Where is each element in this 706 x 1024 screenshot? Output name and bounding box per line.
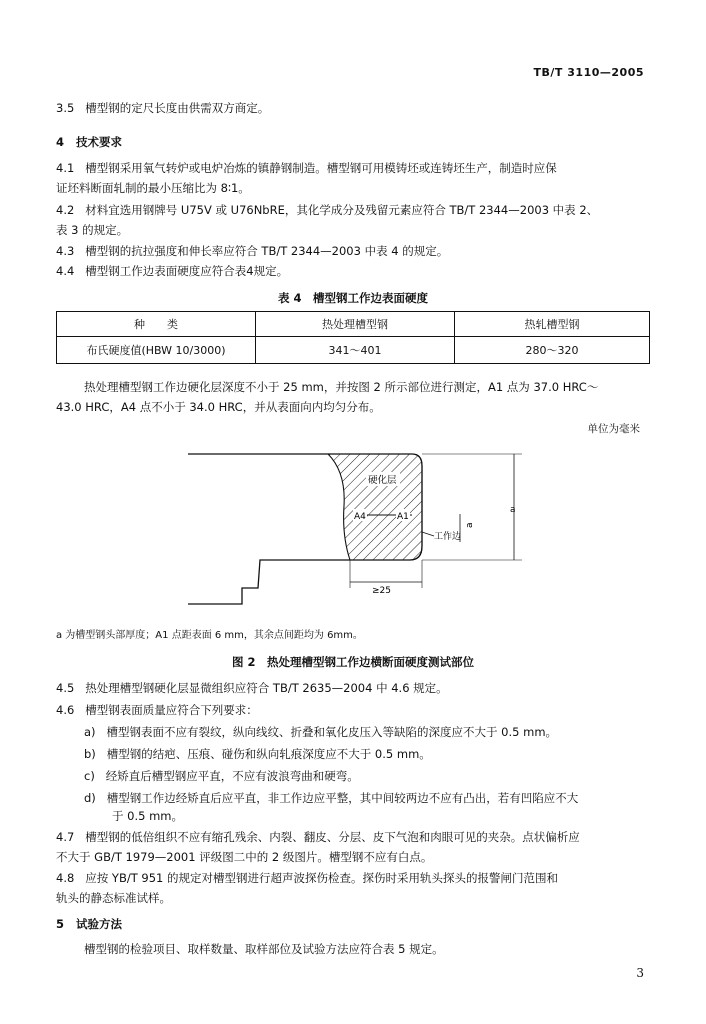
dim-a-label: a xyxy=(465,522,475,528)
table-4-caption: 表 4 槽型钢工作边表面硬度 xyxy=(277,291,428,305)
section-title: 试验方法 xyxy=(76,917,123,931)
section-5-heading xyxy=(56,916,122,932)
list-marker: d) xyxy=(84,791,96,805)
list-marker: a) xyxy=(84,725,96,739)
leader-line xyxy=(422,532,434,536)
dim-a-vertical-label: a xyxy=(510,505,516,515)
table-4 xyxy=(56,311,650,364)
list-item xyxy=(84,768,359,784)
section-4-heading xyxy=(56,134,122,150)
clause-number: 4.6 xyxy=(56,703,75,717)
clause-text: 槽型钢的低倍组织不应有缩孔残余、内裂、翻皮、分层、皮下气泡和肉眼可见的夹杂。点状偏析应 xyxy=(85,830,580,844)
standard-number: TB/T 3110—2005 xyxy=(533,66,644,79)
clause-number: 4.4 xyxy=(56,264,75,278)
clause-text: 槽型钢工作边表面硬度应符合表4规定。 xyxy=(85,264,289,278)
clause-4-5 xyxy=(56,680,448,696)
clause-number: 4.5 xyxy=(56,681,75,695)
list-text: 槽型钢的结疤、压痕、碰伤和纵向轧痕深度应不大于 0.5 mm。 xyxy=(106,747,431,761)
clause-text: 槽型钢的定尺长度由供需双方商定。 xyxy=(85,101,270,115)
clause-number: 4.7 xyxy=(56,830,75,844)
clause-4-8-cont: 轨头的静态标准试样。 xyxy=(56,891,171,905)
table-header-cell: 热处理槽型钢 xyxy=(256,312,455,337)
clause-4-1 xyxy=(56,160,557,176)
section-number: 4 xyxy=(56,135,65,149)
page-number: 3 xyxy=(636,966,644,980)
clause-text: 应按 YB/T 951 的规定对槽型钢进行超声波探伤检查。探伤时采用轨头探头的报警闸门范围和 xyxy=(85,871,558,885)
clause-number: 3.5 xyxy=(56,101,75,115)
point-a4-label: A4 xyxy=(354,512,366,522)
figure-2-footnote: a 为槽型钢头部厚度；A1 点距表面 6 mm，其余点间距均为 6mm。 xyxy=(56,630,363,641)
clause-4-2 xyxy=(56,202,598,218)
hardening-paragraph-line1: 热处理槽型钢工作边硬化层深度不小于 25 mm，并按图 2 所示部位进行测定，A1 点为 37.0 HRC～ xyxy=(84,380,599,394)
work-edge-label: 工作边 xyxy=(434,532,462,542)
clause-number: 4.3 xyxy=(56,244,75,258)
table-row xyxy=(57,337,650,364)
clause-text: 槽型钢表面质量应符合下列要求： xyxy=(85,703,258,717)
figure-2-caption: 图 2 热处理槽型钢工作边横断面硬度测试部位 xyxy=(231,655,474,669)
list-item xyxy=(84,790,578,806)
clause-4-4 xyxy=(56,263,288,279)
list-text: 槽型钢工作边经矫直后应平直，非工作边应平整，其中间较两边不应有凸出，若有凹陷应不大 xyxy=(106,791,579,805)
clause-4-7-cont: 不大于 GB/T 1979—2001 评级图二中的 2 级图片。槽型钢不应有白点。 xyxy=(56,850,433,864)
clause-4-1-cont: 证坯料断面轧制的最小压缩比为 8∶1。 xyxy=(56,181,250,195)
list-marker: c) xyxy=(84,769,95,783)
list-text: 经矫直后槽型钢应平直，不应有波浪弯曲和硬弯。 xyxy=(105,769,359,783)
clause-text: 材料宜选用钢牌号 U75V 或 U76NbRE，其化学成分及残留元素应符合 TB/T 2344—2003 中表 2、 xyxy=(85,203,599,217)
clause-4-6 xyxy=(56,702,258,718)
figure-2-drawing xyxy=(150,436,550,632)
clause-number: 4.1 xyxy=(56,161,75,175)
list-item xyxy=(84,746,431,762)
table-header-row xyxy=(57,312,650,337)
table-cell: 341～401 xyxy=(256,337,455,364)
table-cell: 280～320 xyxy=(455,337,650,364)
table-header-cell: 热轧槽型钢 xyxy=(455,312,650,337)
list-marker: b) xyxy=(84,747,96,761)
clause-4-8 xyxy=(56,870,558,886)
list-item-cont: 于 0.5 mm。 xyxy=(112,809,184,823)
list-item xyxy=(84,724,557,740)
point-a1-label: A1 xyxy=(397,512,409,522)
clause-4-3 xyxy=(56,243,448,259)
clause-3-5 xyxy=(56,100,269,116)
table-cell: 布氏硬度值(HBW 10/3000) xyxy=(57,337,256,364)
dim-depth-label: ≥25 xyxy=(372,586,391,596)
hardening-paragraph-line2: 43.0 HRC，A4 点不小于 34.0 HRC，并从表面向内均匀分布。 xyxy=(56,400,381,414)
clause-number: 4.2 xyxy=(56,203,75,217)
clause-number: 4.8 xyxy=(56,871,75,885)
clause-text: 槽型钢的抗拉强度和伸长率应符合 TB/T 2344—2003 中表 4 的规定。 xyxy=(85,244,449,258)
section-title: 技术要求 xyxy=(76,135,123,149)
section-number: 5 xyxy=(56,917,65,931)
unit-note: 单位为毫米 xyxy=(587,423,640,435)
clause-text: 热处理槽型钢硬化层显微组织应符合 TB/T 2635—2004 中 4.6 规定。 xyxy=(85,681,448,695)
section-5-text: 槽型钢的检验项目、取样数量、取样部位及试验方法应符合表 5 规定。 xyxy=(84,942,444,956)
list-text: 槽型钢表面不应有裂纹，纵向线纹、折叠和氧化皮压入等缺陷的深度应不大于 0.5 mm。 xyxy=(106,725,558,739)
clause-4-7 xyxy=(56,829,580,845)
hardened-layer-area xyxy=(328,454,422,560)
clause-4-2-cont: 表 3 的规定。 xyxy=(56,223,129,237)
hardened-layer-label: 硬化层 xyxy=(368,475,397,486)
clause-text: 槽型钢采用氧气转炉或电炉冶炼的镇静钢制造。槽型钢可用模铸坯或连铸坯生产，制造时应保 xyxy=(85,161,557,175)
table-header-cell: 种 类 xyxy=(57,312,256,337)
